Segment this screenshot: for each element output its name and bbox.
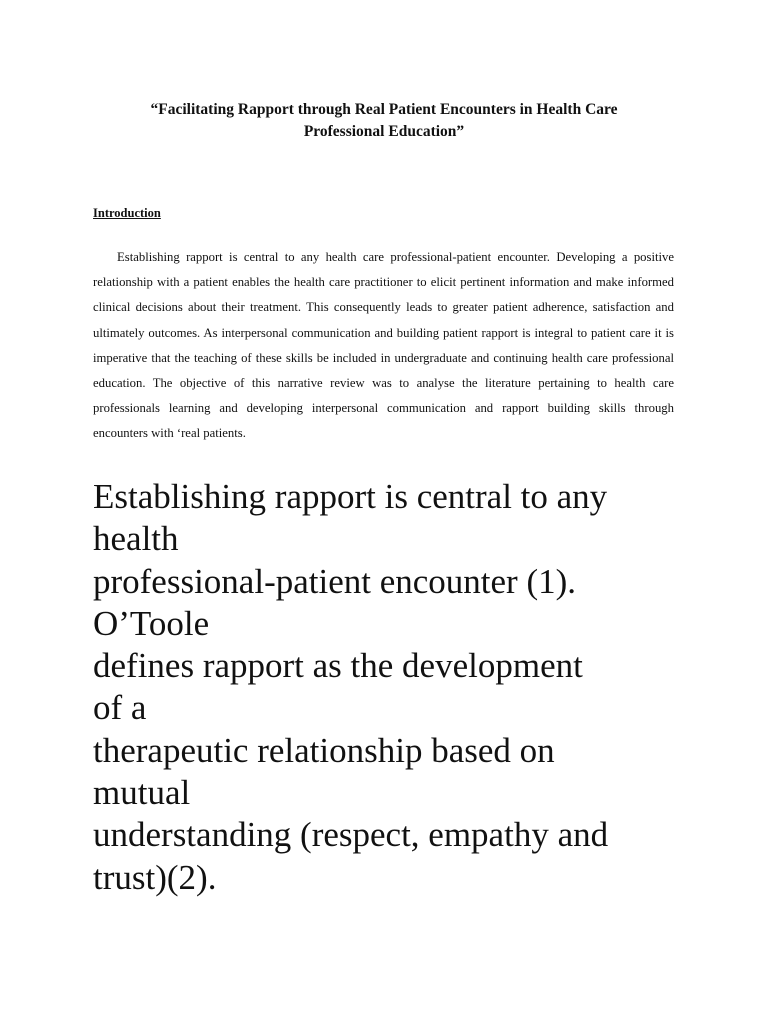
title-line-1: “Facilitating Rapport through Real Patient Encounters in Health Care [150,101,618,118]
large-text-line: O’Toole [93,603,210,643]
intro-paragraph: Establishing rapport is central to any health care professional-patient encounter. Developing a positive relationship with a patient enables the health care practitioner to elicit pertinent information and make informed clinical decisions about their treatment. This consequently leads to greater patient adherence, satisfaction and ultimately outcomes. As interpersonal communication and building patient rapport is integral to patient care it is imperative that the teaching of these skills be included in undergraduate and continuing health care professional education. The objective of this narrative review was to analyse the literature pertaining to health care professionals learning and developing interpersonal communication and rapport building skills through encounters with ‘real patients. [93,250,674,441]
large-text-line: health [93,519,179,559]
large-text-line: mutual [93,773,191,813]
document-title [80,99,688,143]
large-text-line: defines rapport as the development [93,646,583,686]
large-text-line: therapeutic relationship based on [93,730,555,770]
large-text-line: trust)(2). [93,857,217,897]
large-text-line: Establishing rapport is central to any [93,477,608,516]
large-text-block [93,476,723,899]
large-text-line: professional-patient encounter (1). [93,561,577,601]
large-text-line: understanding (respect, empathy and [93,815,609,855]
section-heading: Introduction [93,206,161,220]
large-text-line: of a [93,688,147,728]
title-line-2: Professional Education” [303,123,465,140]
